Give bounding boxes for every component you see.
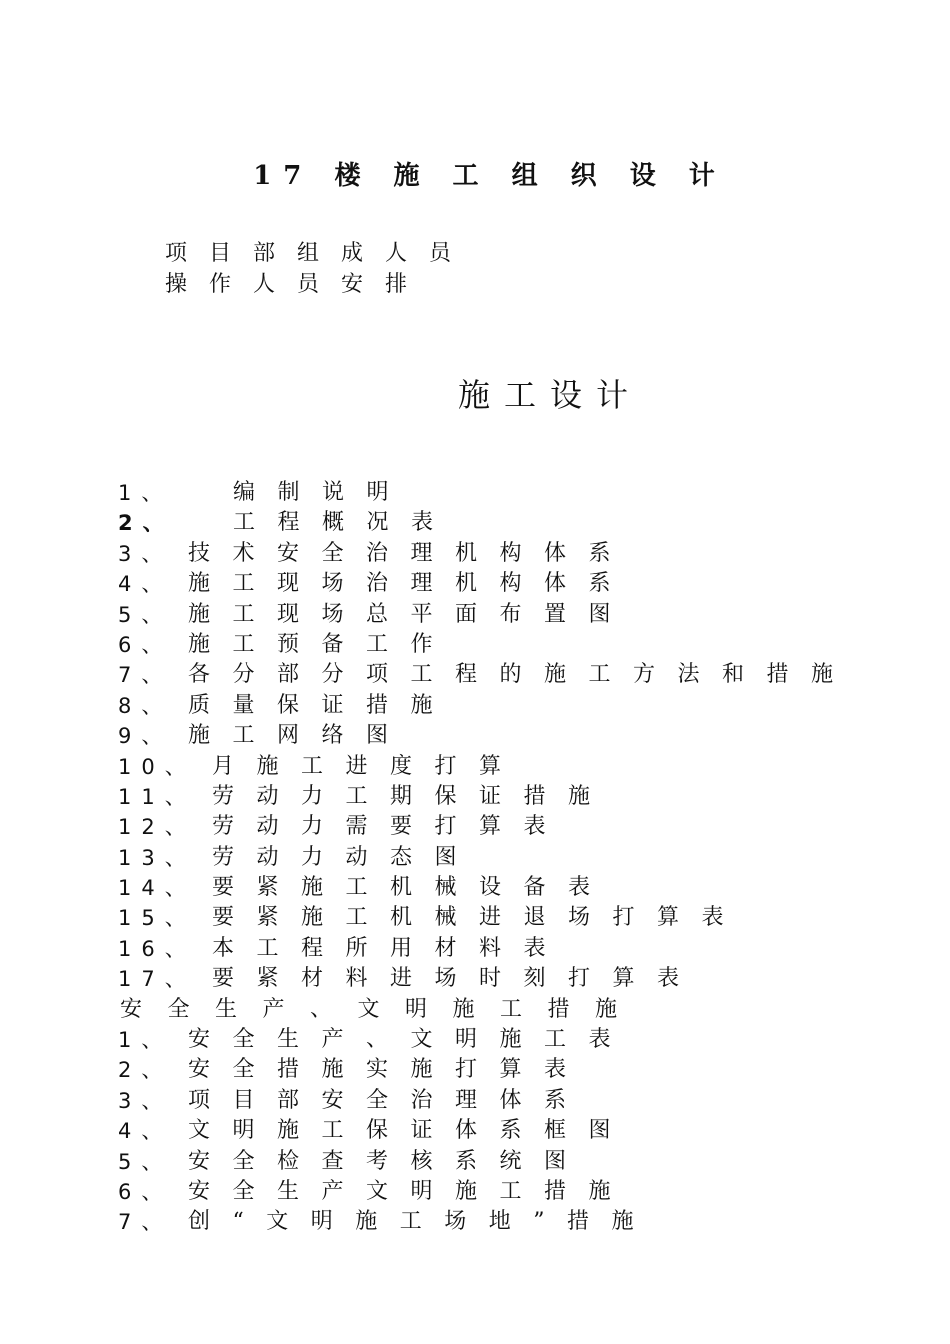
toc-item-number: 16、 [118, 936, 196, 961]
toc-item [118, 721, 938, 751]
toc-item-number: 9、 [118, 724, 173, 749]
toc-item-number: 12、 [118, 815, 196, 840]
toc-item-text: 施工网络图 [188, 723, 411, 749]
toc-item-text: 本工程所用材料表 [212, 935, 569, 961]
toc-item [118, 873, 938, 903]
toc-item-text: 要紧施工机械设备表 [212, 875, 613, 901]
toc-item-text: 文明施工保证体系框图 [188, 1118, 634, 1144]
toc-safety-item [118, 1147, 938, 1177]
toc-item-number: 2、 [118, 511, 174, 536]
toc-safety-item [118, 1025, 938, 1055]
toc-item-number: 15、 [118, 906, 196, 931]
toc-item-text: 劳动力需要打算表 [212, 814, 569, 840]
toc-item-text: 要紧材料进场时刻打算表 [212, 966, 702, 992]
toc-item-text: 编制说明 [233, 480, 412, 505]
toc-item-text: 要紧施工机械进退场打算表 [212, 905, 747, 931]
toc-item [118, 903, 938, 933]
document-title: 17 楼 施 工 组 织 设 计 [253, 161, 727, 191]
toc-item-text: 施工预备工作 [188, 631, 456, 657]
toc-item-text: 创“文明施工场地”措施 [188, 1209, 656, 1235]
toc-item-text: 技术安全治理机构体系 [188, 540, 634, 566]
toc-item [118, 843, 938, 873]
toc-item-text: 月施工进度打算 [212, 753, 524, 779]
toc-item-number: 10、 [118, 754, 196, 779]
toc-item-text: 项目部安全治理体系 [188, 1087, 589, 1113]
toc-subheading [118, 995, 938, 1025]
toc-item [118, 964, 938, 994]
toc-item [118, 812, 938, 842]
intro-line-project-staff: 项目部组成人员 [165, 241, 474, 266]
toc-item-number: 2、 [118, 1058, 173, 1083]
toc-item-text: 各分部分项工程的施工方法和措施 [188, 662, 856, 688]
toc-item-text: 安全生产文明施工措施 [188, 1178, 634, 1204]
intro-line-operator-arrangement: 操作人员安排 [165, 272, 430, 297]
section-title: 施工设计 [458, 376, 643, 414]
toc-item [118, 478, 938, 508]
toc-safety-item [118, 1055, 938, 1085]
toc-item-text: 劳动力工期保证措施 [212, 783, 613, 809]
toc-subheading-text: 安全生产、文明施工措施 [120, 996, 643, 1022]
toc-item-number: 3、 [118, 541, 173, 566]
toc-item [118, 569, 938, 599]
toc-item-number: 14、 [118, 876, 196, 901]
toc-item [118, 630, 938, 660]
toc-item-number: 7、 [118, 663, 173, 688]
toc-item-number: 13、 [118, 845, 196, 870]
toc-item-number: 11、 [118, 784, 196, 809]
toc-safety-item [118, 1207, 938, 1237]
toc-item-number: 3、 [118, 1088, 173, 1113]
toc-item-text: 劳动力动态图 [212, 844, 480, 870]
toc-item-text: 施工现场总平面布置图 [188, 601, 634, 627]
toc-item [118, 782, 938, 812]
toc-safety-item [118, 1177, 938, 1207]
toc-item-number: 7、 [118, 1210, 173, 1235]
toc-item-text: 安全措施实施打算表 [188, 1057, 589, 1083]
toc-item-text: 工程概况表 [233, 510, 456, 536]
toc-item-number: 8、 [118, 693, 173, 718]
toc-item [118, 691, 938, 721]
toc-item-number: 1、 [118, 1028, 173, 1053]
toc-item [118, 539, 938, 569]
toc-item-number: 17、 [118, 967, 196, 992]
toc-item-text: 施工现场治理机构体系 [188, 571, 634, 597]
toc-safety-item [118, 1116, 938, 1146]
toc-item-text: 质量保证措施 [188, 692, 456, 718]
toc-item [118, 600, 938, 630]
table-of-contents [118, 478, 938, 1238]
toc-item-number: 6、 [118, 632, 173, 657]
toc-item-number: 6、 [118, 1179, 173, 1204]
toc-item-number: 5、 [118, 1149, 173, 1174]
toc-item [118, 508, 938, 538]
toc-item-number: 4、 [118, 1119, 173, 1144]
toc-safety-item [118, 1086, 938, 1116]
toc-item-text: 安全检查考核系统图 [188, 1148, 589, 1174]
toc-item-number: 1、 [118, 481, 173, 505]
toc-item [118, 752, 938, 782]
toc-item [118, 660, 938, 690]
toc-item-number: 4、 [118, 572, 173, 597]
toc-item [118, 934, 938, 964]
toc-item-text: 安全生产、文明施工表 [188, 1027, 634, 1053]
toc-item-number: 5、 [118, 602, 173, 627]
